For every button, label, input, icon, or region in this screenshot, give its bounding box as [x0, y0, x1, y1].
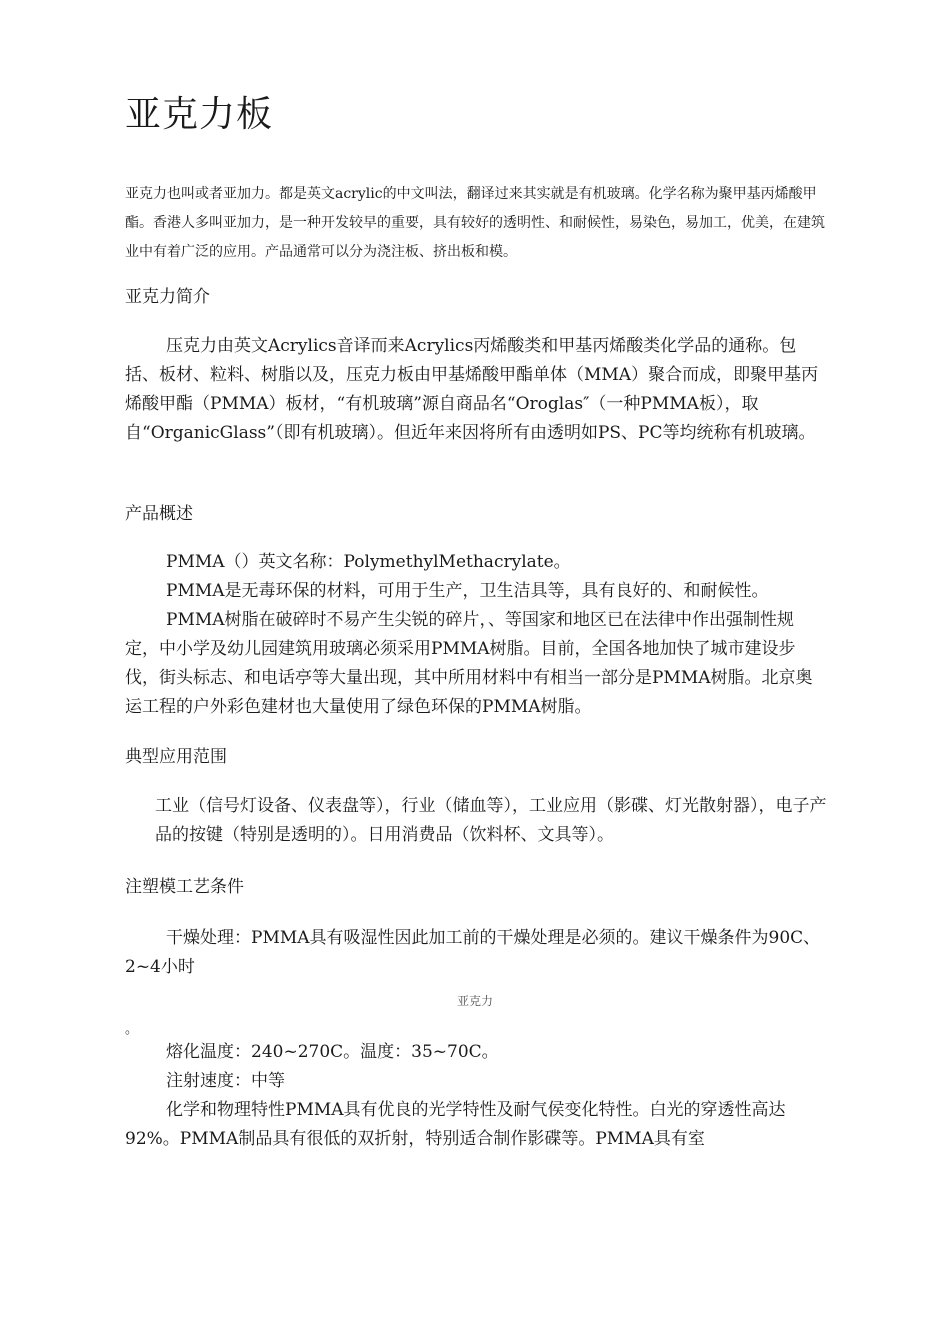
- section-paragraph-intro: 压克力由英文Acrylics音译而来Acrylics丙烯酸类和甲基丙烯酸类化学品的通称。包括、板材、粒料、树脂以及，压克力板由甲基烯酸甲酯单体（MMA）聚合而成，即聚甲基丙烯酸甲酯（PMMA）板材，“有机玻璃”源自商品名“Oroglas″（一种PMMA板），取自“OrganicGlass”（即有机玻璃）。但近年来因将所有由透明如PS、PC等均统称有机玻璃。: [125, 336, 819, 443]
- section-heading-applications: 典型应用范围: [125, 747, 227, 767]
- section-heading-molding: 注塑模工艺条件: [125, 877, 244, 897]
- section-heading-overview: 产品概述: [125, 504, 193, 524]
- page-title: 亚克力板: [125, 94, 274, 135]
- overview-paragraph-3: PMMA树脂在破碎时不易产生尖锐的碎片，、等国家和地区已在法律中作出强制性规定，中小学及幼儿园建筑用玻璃必须采用PMMA树脂。目前，全国各地加快了城市建设步伐，街头标志、和电话亭等大量出现，其中所用材料中有相当一部分是PMMA树脂。北京奥运工程的户外彩色建材也大量使用了绿色环保的PMMA树脂。: [125, 610, 813, 717]
- molding-paragraph-speed: 注射速度：中等: [166, 1071, 285, 1091]
- molding-paragraph-drying: 干燥处理：PMMA具有吸湿性因此加工前的干燥处理是必须的。建议干燥条件为90C、2~4小时: [125, 928, 821, 977]
- section-heading-intro: 亚克力简介: [125, 287, 210, 307]
- overview-paragraph-1: PMMA（）英文名称：PolymethylMethacrylate。: [166, 552, 571, 572]
- applications-paragraph: 工业（信号灯设备、仪表盘等），行业（储血等），工业应用（影碟、灯光散射器），电子产品的按键（特别是透明的）。日用消费品（饮料杯、文具等）。: [155, 796, 827, 845]
- overview-paragraph-2: PMMA是无毒环保的材料，可用于生产，卫生洁具等，具有良好的、和耐候性。: [166, 581, 769, 601]
- molding-paragraph-properties: 化学和物理特性PMMA具有优良的光学特性及耐气侯变化特性。白光的穿透性高达92%。PMMA制品具有很低的双折射，特别适合制作影碟等。PMMA具有室: [125, 1100, 786, 1149]
- stray-punctuation: 。: [125, 1022, 139, 1037]
- molding-paragraph-temperature: 熔化温度：240~270C。温度：35~70C。: [166, 1042, 499, 1062]
- intro-paragraph: 亚克力也叫或者亚加力。都是英文acrylic的中文叫法，翻译过来其实就是有机玻璃。化学名称为聚甲基丙烯酸甲酯。香港人多叫亚加力，是一种开发较早的重要，具有较好的透明性、和耐候性，易染色，易加工，优美，在建筑业中有着广泛的应用。产品通常可以分为浇注板、挤出板和模。: [125, 186, 825, 260]
- page-footer-label: 亚克力: [456, 994, 493, 1008]
